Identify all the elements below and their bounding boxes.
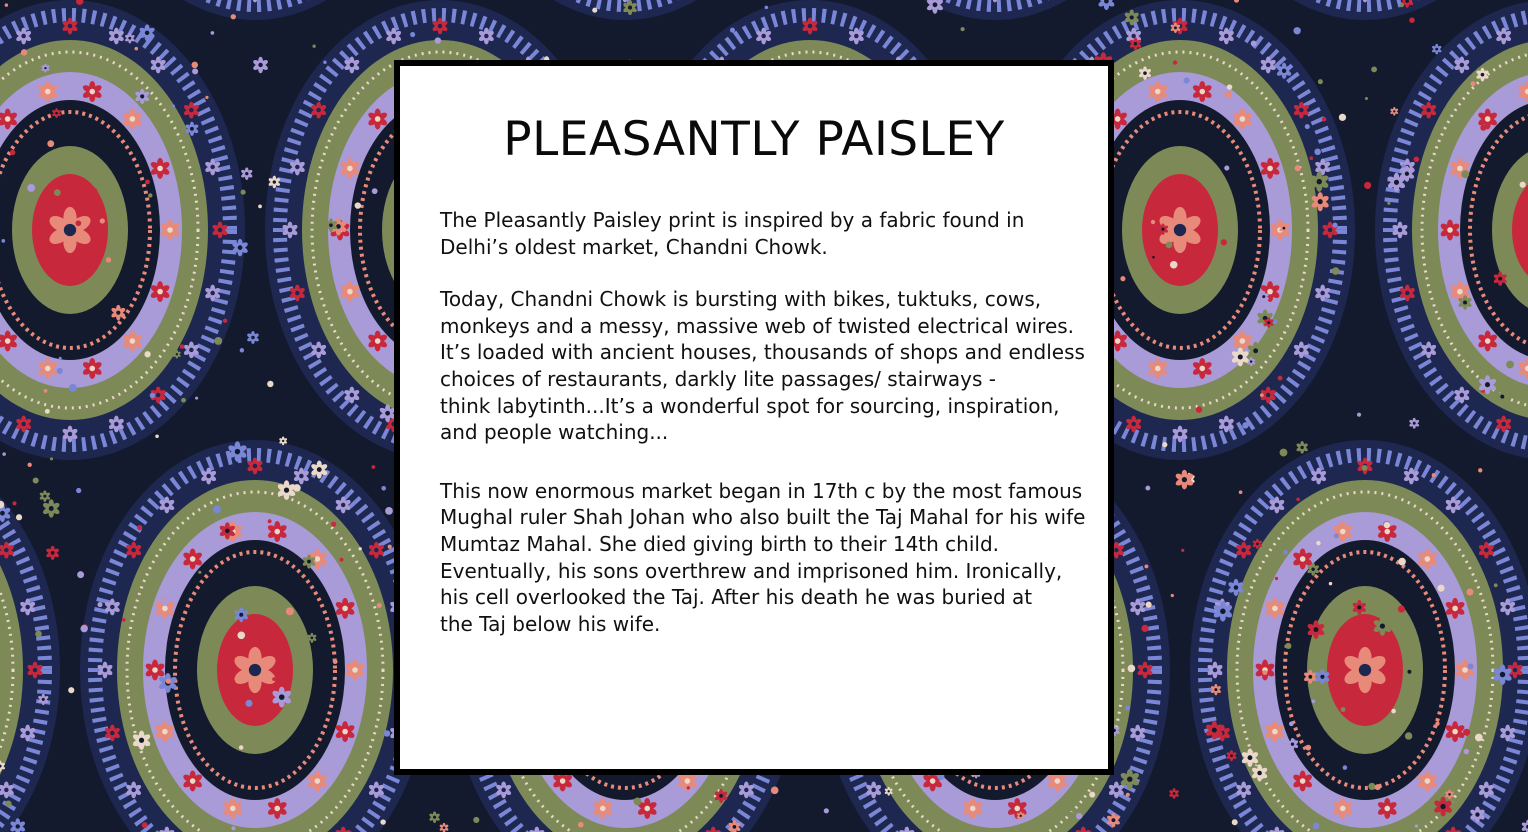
text-line: choices of restaurants, darkly lite passages/ stairways - — [440, 366, 997, 391]
text-line: Delhi’s oldest market, Chandni Chowk. — [440, 234, 828, 259]
card-body — [440, 207, 1108, 637]
text-line: think labytinth...It’s a wonderful spot for sourcing, inspiration, — [440, 393, 1060, 418]
text-line: Eventually, his sons overthrew and imprisoned him. Ironically, — [440, 558, 1063, 583]
text-line: monkeys and a messy, massive web of twisted electrical wires. — [440, 313, 1075, 338]
text-line: Today, Chandni Chowk is bursting with bikes, tuktuks, cows, — [440, 287, 1042, 312]
paragraph-history — [440, 478, 1108, 638]
content-card — [394, 60, 1114, 775]
text-line: and people watching... — [440, 420, 669, 445]
text-line: It’s loaded with ancient houses, thousands of shops and endless — [440, 340, 1085, 365]
text-line: his cell overlooked the Taj. After his death he was buried at — [440, 585, 1033, 610]
text-line: the Taj below his wife. — [440, 611, 661, 636]
text-line: The Pleasantly Paisley print is inspired by a fabric found in — [440, 208, 1025, 232]
text-line: This now enormous market began in 17th c by the most famous — [440, 478, 1083, 503]
paragraph-market-description — [440, 286, 1108, 446]
text-line: Mumtaz Mahal. She died giving birth to their 14th child. — [440, 531, 1000, 556]
paragraph-intro — [440, 207, 1108, 260]
page-title: PLEASANTLY PAISLEY — [503, 112, 1005, 167]
text-line: Mughal ruler Shah Johan who also built the Taj Mahal for his wife — [440, 505, 1086, 530]
